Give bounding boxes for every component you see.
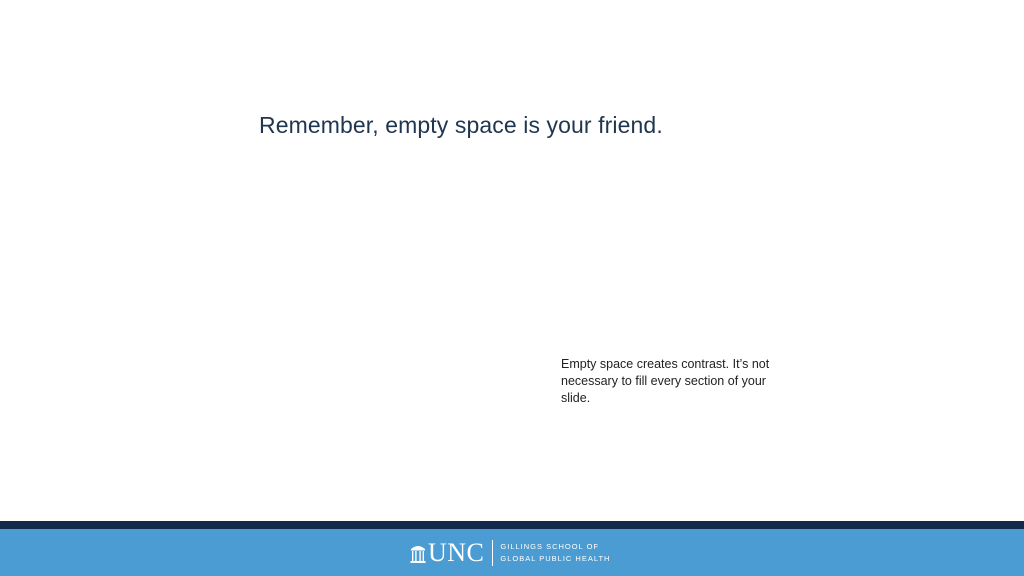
unc-wordmark: UNC [428, 538, 485, 567]
school-name-line-2: GLOBAL PUBLIC HEALTH [500, 554, 611, 563]
school-name-line-1: GILLINGS SCHOOL OF [500, 542, 599, 551]
footer-stripe [0, 521, 1024, 529]
old-well-icon [410, 542, 426, 564]
unc-gillings-logo [410, 540, 610, 566]
slide-title: Remember, empty space is your friend. [259, 112, 663, 138]
slide-body-text: Empty space creates contrast. It’s not necessary to fill every section of your slide. [561, 357, 770, 405]
logo-divider [492, 540, 493, 566]
school-name [500, 541, 610, 565]
